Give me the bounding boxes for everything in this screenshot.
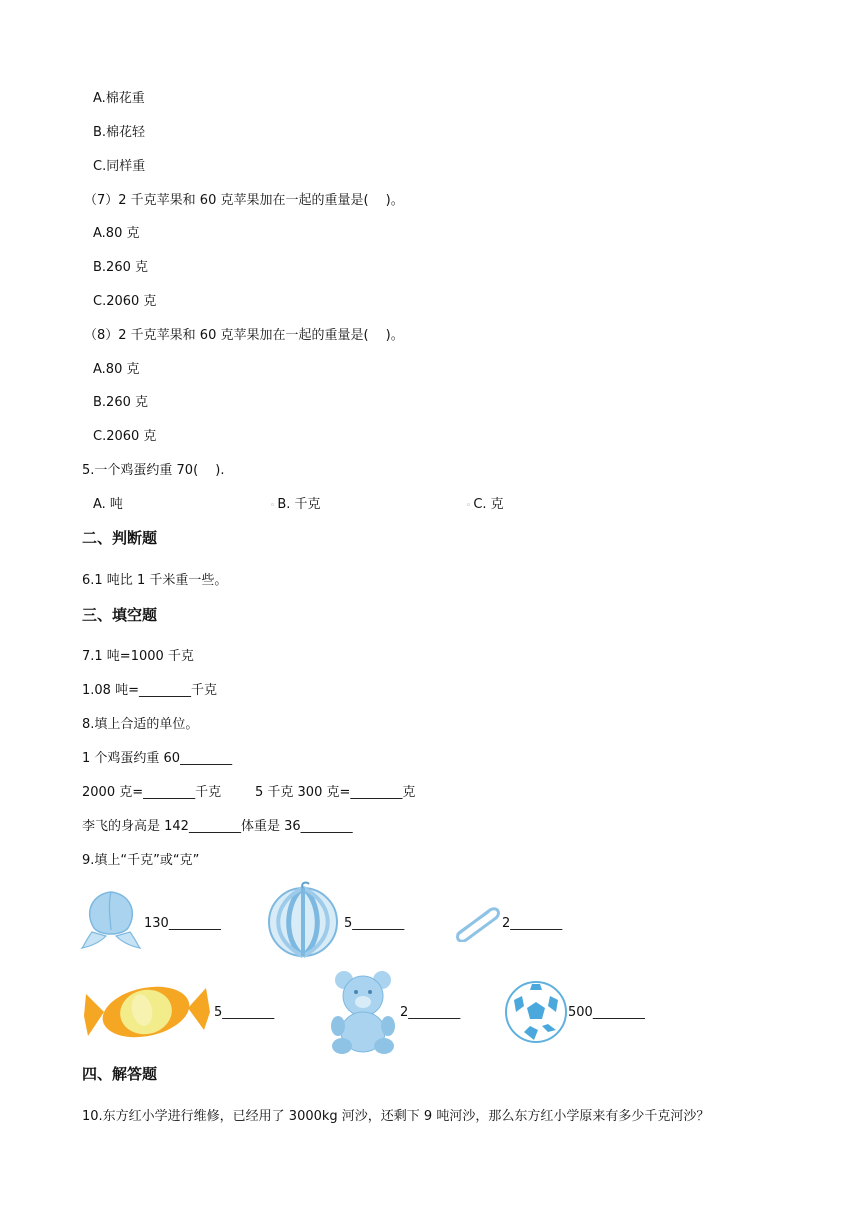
fill-blank-item: 130________ — [144, 916, 221, 931]
option-b: B.棉花轻 — [93, 125, 146, 140]
watermelon-icon — [264, 880, 342, 960]
option-c: C.2060 克 — [93, 294, 157, 309]
question-8-title: 8.填上合适的单位。 — [82, 717, 199, 732]
question-7-stem: （7）2 千克苹果和 60 克苹果加在一起的重量是( )。 — [84, 193, 404, 208]
fill-blank-item: 5________ — [344, 916, 405, 931]
question-7-blank: 1.08 吨=________千克 — [82, 683, 217, 698]
fill-blank-item: 2________ — [502, 916, 563, 931]
bullet-dot-icon: ◦ — [466, 501, 472, 511]
option-c: C.同样重 — [93, 159, 146, 174]
bullet-dot-icon: ◦ — [270, 501, 276, 511]
question-8-line: 1 个鸡蛋约重 60________ — [82, 751, 233, 766]
fill-blank-item: 5________ — [214, 1005, 275, 1020]
option-c: ◦ C. 克 — [466, 497, 504, 512]
section-heading: 二、判断题 — [82, 529, 158, 547]
option-a: A.80 克 — [93, 362, 140, 377]
question-8-stem: （8）2 千克苹果和 60 克苹果加在一起的重量是( )。 — [84, 328, 404, 343]
option-b: B.260 克 — [93, 260, 148, 275]
question-8-line: 2000 克=________千克 — [82, 785, 222, 800]
paperclip-icon — [452, 902, 502, 942]
fill-blank-item: 500________ — [568, 1005, 645, 1020]
question-9-title: 9.填上“千克”或“克” — [82, 853, 200, 868]
teddy-bear-icon — [328, 968, 398, 1056]
section-heading: 三、填空题 — [82, 606, 158, 624]
peach-icon — [80, 886, 142, 952]
candy-icon — [82, 980, 212, 1044]
question-8-line: 5 千克 300 克=________克 — [255, 785, 416, 800]
section-heading: 四、解答题 — [82, 1065, 158, 1083]
question-6: 6.1 吨比 1 千米重一些。 — [82, 573, 228, 588]
question-8-line: 李飞的身高是 142________体重是 36________ — [82, 819, 353, 834]
option-a: A. 吨 — [93, 497, 123, 512]
question-10: 10.东方红小学进行维修，已经用了 3000kg 河沙，还剩下 9 吨河沙，那么东方红小学原来有多少千克河沙？ — [82, 1109, 710, 1124]
fill-blank-item: 2________ — [400, 1005, 461, 1020]
option-a: A.棉花重 — [93, 91, 145, 106]
question-5-stem: 5.一个鸡蛋约重 70( ). — [82, 463, 225, 478]
option-a: A.80 克 — [93, 226, 140, 241]
question-7-line: 7.1 吨=1000 千克 — [82, 649, 194, 664]
football-icon — [504, 980, 568, 1044]
option-b: ◦ B. 千克 — [270, 497, 321, 512]
option-b: B.260 克 — [93, 395, 148, 410]
option-c: C.2060 克 — [93, 429, 157, 444]
